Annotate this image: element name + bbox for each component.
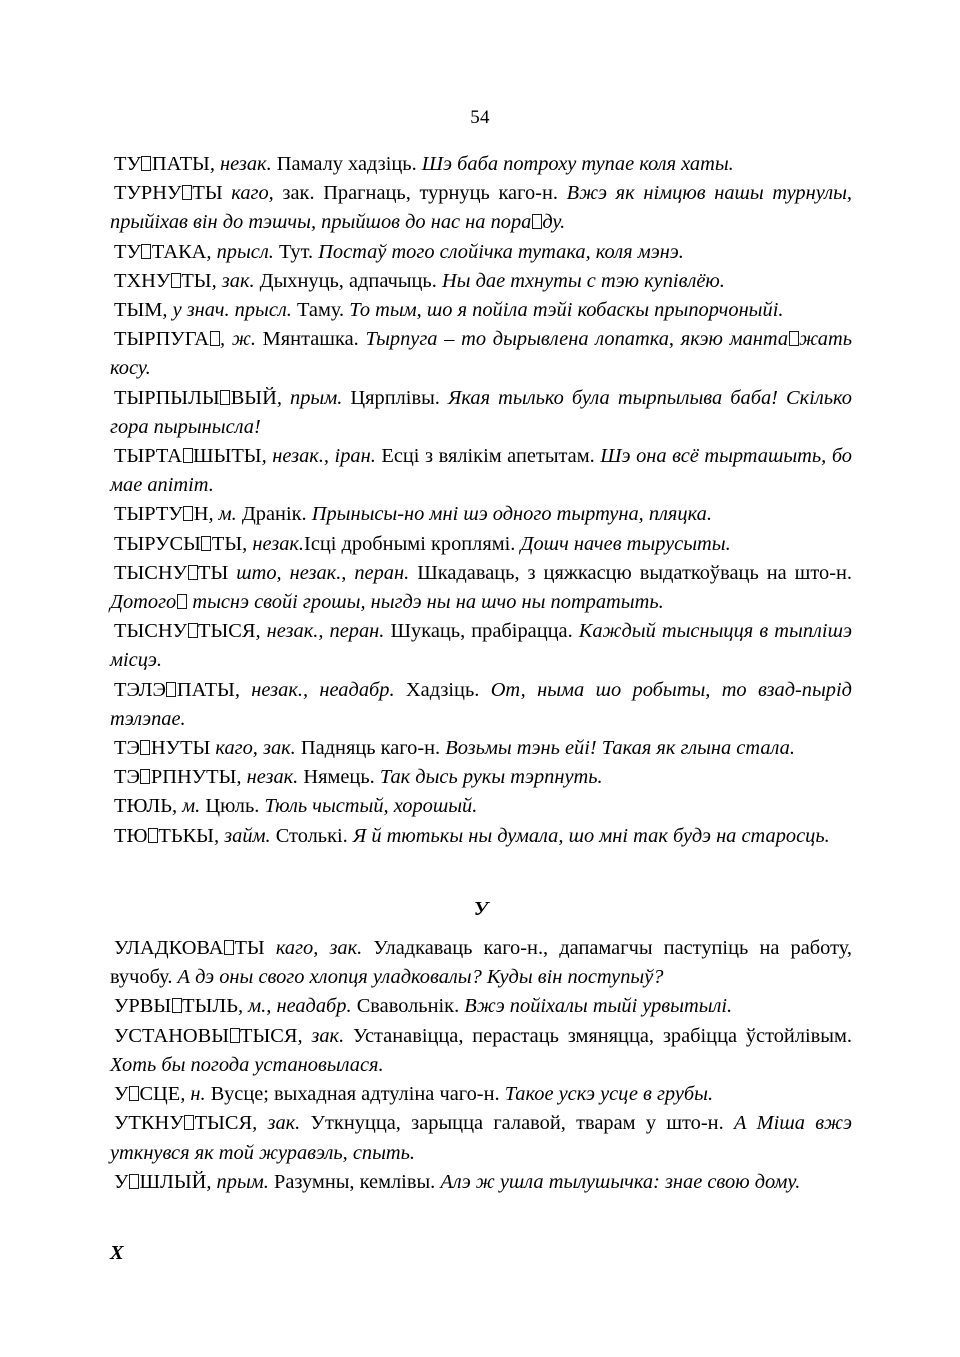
missing-glyph-icon bbox=[183, 448, 193, 463]
entry-headword-tail: ПАТЫ bbox=[176, 678, 235, 701]
entry-definition: Прагнаць, турнуць каго-н. bbox=[314, 182, 558, 205]
entry-grammar-label: , м., неадабр. bbox=[237, 995, 352, 1018]
entry-grammar-label: , незак., іран. bbox=[261, 445, 376, 468]
dictionary-entry bbox=[110, 676, 852, 734]
entry-headword: ТЫРПУГА bbox=[114, 328, 210, 351]
entry-definition: Столькі. bbox=[270, 824, 348, 847]
entry-grammar-label: , незак. bbox=[236, 766, 299, 789]
entry-definition: Есці з вялікім апетытам. bbox=[375, 445, 595, 468]
entry-grammar-label: каго, зак. bbox=[264, 937, 363, 960]
entry-headword-tail: ТЫ bbox=[211, 532, 243, 555]
entry-grammar-label-2: зак. bbox=[273, 182, 315, 205]
entry-headword: ТЮ bbox=[114, 824, 148, 847]
entry-headword: ТЭ bbox=[114, 766, 140, 789]
entry-headword: ТХНУ bbox=[114, 269, 171, 292]
entry-headword-tail: ТЫСЯ bbox=[240, 1024, 298, 1047]
entry-example: Прынысы-но мні шэ одного тыртуна, пляцка. bbox=[306, 503, 712, 526]
missing-glyph-icon bbox=[188, 623, 198, 638]
entry-grammar-label: што, незак., перан. bbox=[228, 561, 410, 584]
entry-example: От, ныма шо робыты, то взад-пырід тэлэпае. bbox=[110, 678, 852, 730]
entry-example: Тюль чыстый, хорошый. bbox=[259, 795, 478, 818]
dictionary-entry bbox=[110, 934, 852, 992]
entry-example: А Міша вжэ уткнувся як той журавэль, спыть. bbox=[110, 1112, 853, 1164]
entry-headword-tail: ТЬКЫ bbox=[158, 824, 214, 847]
entry-grammar-label: каго, bbox=[222, 182, 274, 205]
dictionary-entry bbox=[110, 296, 852, 325]
entry-headword-tail: ТЫ bbox=[198, 561, 229, 584]
entry-definition: Уладкаваць каго-н., дапамагчы паступіць на работу, вучобу. bbox=[110, 937, 852, 989]
entry-headword-tail: ТЫ bbox=[192, 182, 223, 205]
dictionary-entry bbox=[110, 500, 852, 529]
missing-glyph-icon bbox=[148, 828, 158, 843]
entry-example: Я й тютькы ны думала, шо мні так будэ на старосць. bbox=[347, 824, 830, 847]
entry-example: Вжэ як німцюв нашы турнулы, прыйіхав він до тэшчы, прыйшов до нас на пора bbox=[110, 182, 852, 234]
entry-definition: Ісці дробнымі кроплямі. bbox=[304, 532, 516, 555]
missing-glyph-icon bbox=[141, 156, 151, 171]
entry-headword-tail: ТЫСЯ bbox=[198, 620, 256, 643]
entry-definition: Цюль. bbox=[200, 795, 260, 818]
entry-definition: Дранік. bbox=[236, 503, 307, 526]
entry-headword: ТЮЛЬ bbox=[114, 795, 172, 818]
dictionary-entry bbox=[110, 617, 852, 675]
entry-grammar-label: , незак. bbox=[242, 532, 305, 555]
entry-definition: Мянташка. bbox=[255, 328, 359, 351]
entry-definition: Вусце; выхадная адтуліна чаго-н. bbox=[205, 1083, 500, 1106]
entry-grammar-label: , зак. bbox=[252, 1112, 301, 1135]
entry-headword: ТЫРУСЫ bbox=[114, 532, 201, 555]
entry-grammar-label: , ж. bbox=[220, 328, 256, 351]
entry-example-tail: жать косу. bbox=[110, 328, 852, 380]
entry-grammar-label: каго, зак. bbox=[210, 737, 296, 760]
entry-example: Дотого bbox=[110, 591, 177, 614]
section-gap bbox=[110, 851, 852, 895]
missing-glyph-icon bbox=[224, 940, 234, 955]
entry-headword-tail: ТЫ bbox=[234, 937, 265, 960]
entry-headword-tail: ШЛЫЙ bbox=[139, 1170, 207, 1193]
missing-glyph-icon bbox=[140, 769, 150, 784]
dictionary-entry bbox=[110, 734, 852, 763]
entry-example: Возьмы тэнь ейі! Такая як глына стала. bbox=[440, 737, 795, 760]
entry-grammar-label: , зак. bbox=[211, 269, 255, 292]
entry-headword-tail: ВЫЙ bbox=[230, 386, 277, 409]
entry-definition: Хадзіць. bbox=[394, 678, 480, 701]
entry-definition: Памалу хадзіць. bbox=[271, 153, 417, 175]
entry-headword-tail: Н bbox=[193, 503, 209, 526]
dictionary-entry bbox=[110, 992, 852, 1021]
section-gap bbox=[110, 924, 852, 934]
missing-glyph-icon bbox=[184, 1115, 194, 1130]
dictionary-entry bbox=[110, 267, 852, 296]
entry-grammar-label: , незак. bbox=[209, 153, 272, 175]
dictionary-entry bbox=[110, 1109, 852, 1167]
dictionary-entry bbox=[110, 384, 852, 442]
entry-headword-tail: ПАТЫ bbox=[151, 153, 210, 175]
entry-example: Шэ она всё тырташыть, бо мае апітіт. bbox=[110, 445, 853, 497]
entry-headword-tail: ТЫСЯ bbox=[194, 1112, 253, 1135]
missing-glyph-icon bbox=[171, 273, 181, 288]
entry-headword-tail: ТЫ bbox=[181, 269, 212, 292]
entry-definition: Цярплівы. bbox=[342, 386, 440, 409]
entry-grammar-label: , незак., неадабр. bbox=[234, 678, 395, 701]
entry-headword-tail: РПНУТЫ bbox=[150, 766, 237, 789]
entry-headword: УТКНУ bbox=[114, 1112, 184, 1135]
entry-headword: ТЫСНУ bbox=[114, 561, 188, 584]
entry-grammar-label: , н. bbox=[180, 1083, 206, 1106]
entry-grammar-label: , м. bbox=[171, 795, 201, 818]
dictionary-entry bbox=[110, 1022, 852, 1080]
entry-example-tail: ду. bbox=[542, 211, 566, 234]
entry-definition: Разумны, кемлівы. bbox=[268, 1170, 436, 1193]
dictionary-entry bbox=[110, 792, 852, 821]
missing-glyph-icon bbox=[182, 185, 192, 200]
missing-glyph-icon bbox=[532, 214, 542, 229]
dictionary-entry bbox=[110, 559, 852, 617]
entry-example: Алэ ж ушла тылушычка: знае свою дому. bbox=[435, 1170, 801, 1193]
missing-glyph-icon bbox=[166, 682, 176, 697]
entry-definition: Устанавіцца, перастаць змяняцца, зрабіцца ўстойлівым. bbox=[344, 1024, 852, 1047]
entry-grammar-label: , м. bbox=[208, 503, 237, 526]
dictionary-entry bbox=[110, 325, 852, 383]
dictionary-entry bbox=[110, 763, 852, 792]
entry-headword-tail: НУТЫ bbox=[150, 737, 211, 760]
entry-example: А дэ оны свого хлопця уладковалы? Куды він поступыў? bbox=[172, 966, 664, 989]
section-gap bbox=[110, 1197, 852, 1239]
missing-glyph-icon bbox=[210, 331, 220, 346]
entry-grammar-label: , прым. bbox=[206, 1170, 269, 1193]
entry-grammar-label: , зак. bbox=[297, 1024, 345, 1047]
dictionary-entry bbox=[110, 442, 852, 500]
entry-headword: ТЫРТА bbox=[114, 445, 182, 468]
entry-headword: У bbox=[114, 1170, 129, 1193]
missing-glyph-icon bbox=[220, 390, 230, 405]
entry-headword: ТЫРТУ bbox=[114, 503, 183, 526]
section-heading-x: Х bbox=[110, 1241, 124, 1264]
entry-definition: Шкадаваць, з цяжкасцю выдаткоўваць на што-н. bbox=[409, 561, 852, 584]
dictionary-entry bbox=[110, 530, 852, 559]
dictionary-entry bbox=[110, 150, 852, 179]
entry-headword-tail: ТЫЛЬ bbox=[182, 995, 238, 1018]
entry-example: Постаў того слойічка тутака, коля мэнэ. bbox=[313, 240, 684, 263]
entry-headword-tail: ШЫТЫ bbox=[193, 445, 262, 468]
entry-headword: У bbox=[114, 1083, 129, 1106]
entry-definition: Тут. bbox=[273, 240, 314, 263]
missing-glyph-icon bbox=[230, 1028, 240, 1043]
missing-glyph-icon bbox=[177, 594, 187, 609]
missing-glyph-icon bbox=[183, 506, 193, 521]
entry-definition: Таму. bbox=[291, 299, 345, 322]
entry-example-tail: тыснэ свойі грошы, ныгдэ ны на шчо ны потратыть. bbox=[187, 591, 664, 614]
missing-glyph-icon bbox=[789, 331, 799, 346]
entry-headword: ТУ bbox=[114, 153, 141, 175]
entry-headword: ТЭ bbox=[114, 737, 140, 760]
entry-example: Дошч начев тырусыты. bbox=[515, 532, 731, 555]
entry-definition: Уткнуцца, зарыцца галавой, тварам у што-н. bbox=[300, 1112, 724, 1135]
entry-headword-tail: СЦЕ bbox=[139, 1083, 181, 1106]
missing-glyph-icon bbox=[129, 1086, 139, 1101]
entry-grammar-label: , займ. bbox=[213, 824, 271, 847]
entry-headword: ТЫРПЫЛЫ bbox=[114, 386, 220, 409]
entry-headword-tail: ТАКА bbox=[151, 240, 207, 263]
missing-glyph-icon bbox=[140, 740, 150, 755]
entry-example: Тырпуга – то дырывлена лопатка, якэю манта bbox=[358, 328, 789, 351]
entry-headword: УСТАНОВЫ bbox=[114, 1024, 230, 1047]
entry-grammar-label: , незак., перан. bbox=[255, 620, 385, 643]
entry-headword: УРВЫ bbox=[114, 995, 172, 1018]
entry-headword: ТУ bbox=[114, 240, 141, 263]
entry-headword: ТЫСНУ bbox=[114, 620, 188, 643]
entry-headword: УЛАДКОВА bbox=[114, 937, 224, 960]
entry-example: Ны дае тхнуты с тэю купівлёю. bbox=[436, 269, 725, 292]
missing-glyph-icon bbox=[172, 998, 182, 1013]
entry-definition: Нямець. bbox=[298, 766, 375, 789]
dictionary-entry bbox=[110, 1168, 852, 1197]
entry-headword: ТЭЛЭ bbox=[114, 678, 166, 701]
entry-headword: ТУРНУ bbox=[114, 182, 182, 205]
missing-glyph-icon bbox=[141, 244, 151, 259]
dictionary-entry bbox=[110, 1080, 852, 1109]
entry-example: Якая тылько була тырпылыва баба! Скілько гора пырынысла! bbox=[110, 386, 852, 438]
entry-grammar-label: , прысл. bbox=[206, 240, 274, 263]
missing-glyph-icon bbox=[201, 536, 211, 551]
entry-example: Хоть бы погода установылася. bbox=[110, 1053, 384, 1076]
entry-example: Шэ баба потроху тупае коля хаты. bbox=[416, 153, 734, 175]
entry-definition: Свавольнік. bbox=[351, 995, 460, 1018]
entry-definition: Падняць каго-н. bbox=[295, 737, 441, 760]
entry-example: Такое ускэ усце в грубы. bbox=[499, 1083, 714, 1106]
missing-glyph-icon bbox=[129, 1174, 139, 1189]
section-heading-u: У bbox=[473, 897, 489, 920]
dictionary-entry bbox=[110, 238, 852, 267]
entry-example: Вжэ пойіхалы тыйі урвытылі. bbox=[459, 995, 733, 1018]
entry-headword: ТЫМ bbox=[114, 299, 163, 322]
entry-example: Так дысь рукы тэрпнуть. bbox=[374, 766, 603, 789]
entry-definition: Дыхнуць, адпачыць. bbox=[254, 269, 437, 292]
dictionary-entries-column bbox=[110, 150, 852, 1268]
dictionary-entry bbox=[110, 179, 852, 237]
entry-example: То тым, шо я пойіла тэйі кобаскы прыпорчоныйі. bbox=[344, 299, 784, 322]
entry-definition: Шукаць, прабірацца. bbox=[384, 620, 573, 643]
page-number: 54 bbox=[470, 107, 490, 128]
entry-grammar-label: , прым. bbox=[276, 386, 343, 409]
dictionary-entry bbox=[110, 822, 852, 851]
missing-glyph-icon bbox=[188, 565, 198, 580]
entry-grammar-label: , у знач. прысл. bbox=[162, 299, 292, 322]
entry-example: Каждый тысныцця в тыплішэ місцэ. bbox=[110, 620, 852, 672]
